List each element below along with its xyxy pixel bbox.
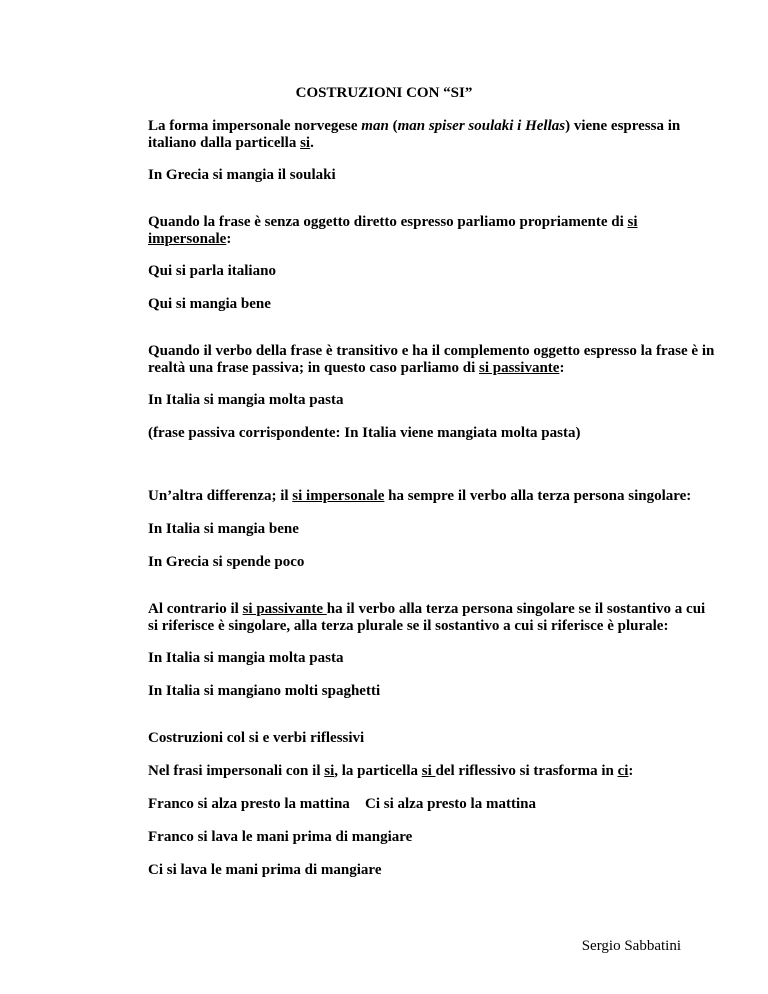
example-frase-passiva: (frase passiva corrispondente: In Italia viene mangiata molta pasta) xyxy=(148,425,581,441)
impersonale-line-1: Quando la frase è senza oggetto diretto espresso parliamo propriamente di si xyxy=(148,214,638,230)
riflessivi-heading: Costruzioni col si e verbi riflessivi xyxy=(148,730,365,746)
author-signature: Sergio Sabbatini xyxy=(581,938,681,954)
example-ci-lava: Ci si lava le mani prima di mangiare xyxy=(148,862,382,878)
passivante-line-1: Quando il verbo della frase è transitivo e ha il complemento oggetto espresso la frase è in xyxy=(148,343,715,359)
example-grecia-soulaki: In Grecia si mangia il soulaki xyxy=(148,167,336,183)
example-ci-alza: Ci si alza presto la mattina xyxy=(365,796,536,812)
example-qui-mangia: Qui si mangia bene xyxy=(148,296,271,312)
contrario-line-1: Al contrario il si passivante ha il verbo alla terza persona singolare se il sostantivo a cui xyxy=(148,601,706,617)
passivante-line-2: realtà una frase passiva; in questo caso parliamo di si passivante: xyxy=(148,360,565,376)
document-title: COSTRUZIONI CON “SI” xyxy=(295,85,473,101)
intro-line-1: La forma impersonale norvegese man (man spiser soulaki i Hellas) viene espressa in xyxy=(148,118,681,134)
example-spaghetti: In Italia si mangiano molti spaghetti xyxy=(148,683,381,699)
differenza-line: Un’altra differenza; il si impersonale ha sempre il verbo alla terza persona singolare: xyxy=(148,488,692,504)
impersonale-line-2: impersonale: xyxy=(148,231,232,247)
example-franco-alza-row xyxy=(148,796,648,813)
intro-line-2: italiano dalla particella si. xyxy=(148,135,314,151)
example-pasta-2: In Italia si mangia molta pasta xyxy=(148,650,344,666)
example-franco-lava: Franco si lava le mani prima di mangiare xyxy=(148,829,413,845)
riflessivi-line: Nel frasi impersonali con il si, la particella si del riflessivo si trasforma in ci: xyxy=(148,763,634,779)
example-pasta-1: In Italia si mangia molta pasta xyxy=(148,392,344,408)
example-grecia-spende: In Grecia si spende poco xyxy=(148,554,305,570)
example-qui-parla: Qui si parla italiano xyxy=(148,263,276,279)
example-italia-bene: In Italia si mangia bene xyxy=(148,521,299,537)
example-franco-alza: Franco si alza presto la mattina xyxy=(148,796,350,812)
contrario-line-2: si riferisce è singolare, alla terza plurale se il sostantivo a cui si riferisce è plurale: xyxy=(148,618,669,634)
